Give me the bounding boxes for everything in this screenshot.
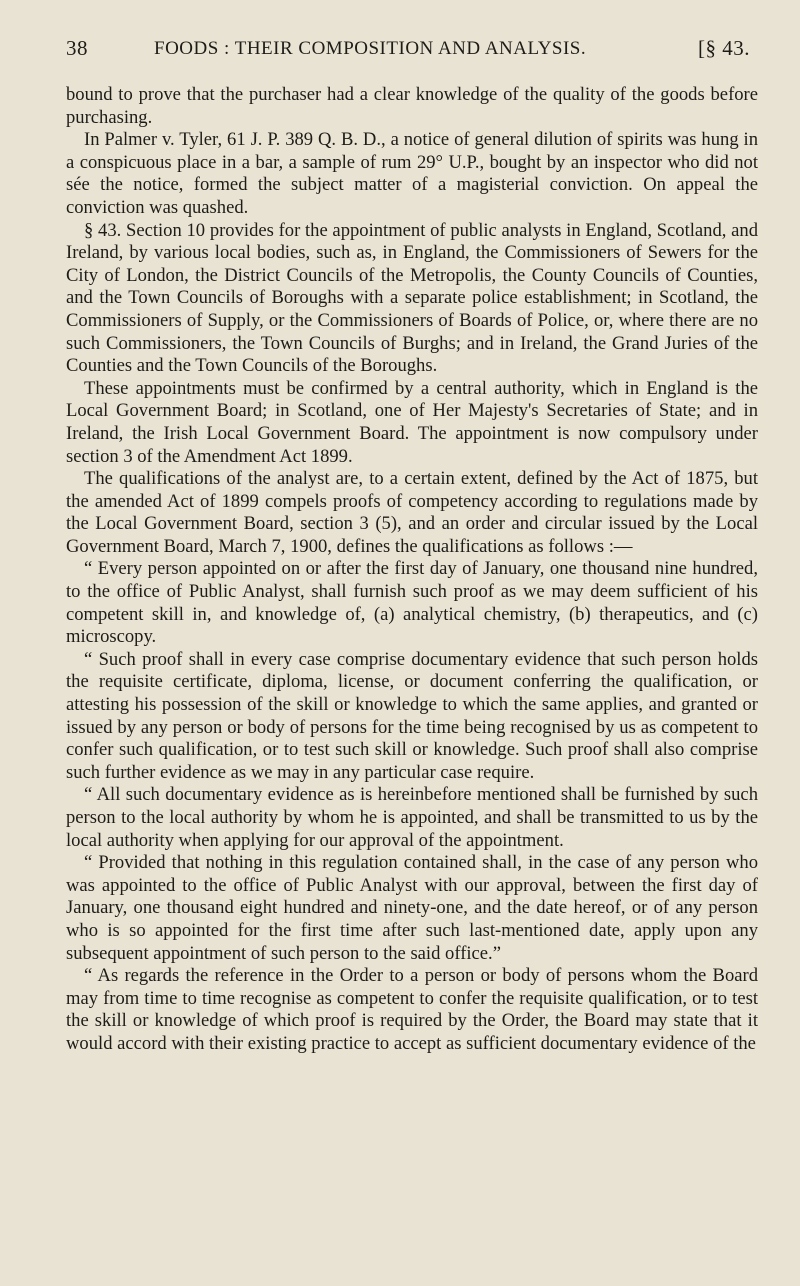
paragraph: “ All such documentary evidence as is hereinbefore mentioned shall be furnished by such person to the local authority by whom he is appointed, and shall be transmitted to us by the local authority when applying for our approval of the appointment.	[66, 784, 758, 851]
running-header	[66, 36, 750, 66]
paragraph: These appointments must be confirmed by a central authority, which in England is the Local Government Board; in Scotland, one of Her Majesty's Secretaries of State; and in Ireland, the Irish Local Government Board. The appointment is now compulsory under section 3 of the Amendment Act 1899.	[66, 377, 758, 467]
paragraph: § 43. Section 10 provides for the appointment of public analysts in England, Scotland, and Ireland, by various local bodies, such as, in England, the Commissioners of Sewers for the City of London, the District Councils of the Metropolis, the County Councils of Counties, and the Town Councils of Boroughs with a separate police establishment; in Scotland, the Commissioners of Supply, or the Commissioners of Boards of Police, or, where there are no such Commissioners, the Town Councils of Burghs; and in Ireland, the Grand Juries of the Counties and the Town Councils of the Boroughs.	[66, 219, 758, 377]
paragraph: “ Such proof shall in every case comprise documentary evidence that such person holds the requisite certificate, diploma, license, or document conferring the qualification, or attesting his possession of the skill or knowledge to which the same applies, and granted or issued by any person or body of persons for the time being recognised by us as competent to confer such qualification, or to test such skill or knowledge. Such proof shall also comprise such further evidence as we may in any particular case require.	[66, 648, 758, 783]
section-reference: [§ 43.	[698, 36, 750, 60]
running-title: FOODS : THEIR COMPOSITION AND ANALYSIS.	[154, 38, 587, 59]
paragraph: “ Provided that nothing in this regulation contained shall, in the case of any person who was appointed to the office of Public Analyst with our approval, between the first day of January, one thousand eight hundred and ninety-one, and the date hereof, or of any person who is so appointed for the first time after such last-mentioned date, apply upon any subsequent appointment of such person to the said office.”	[66, 852, 758, 964]
paragraph: In Palmer v. Tyler, 61 J. P. 389 Q. B. D., a notice of general dilution of spirits was hung in a conspicuous place in a bar, a sample of rum 29° U.P., bought by an inspector who did not sée the notice, formed the subject matter of a magisterial conviction. On appeal the conviction was quashed.	[66, 129, 758, 218]
paragraph: “ Every person appointed on or after the first day of January, one thousand nine hundred, to the office of Public Analyst, shall furnish such proof as we may deem sufficient of his competent skill in, and knowledge of, (a) analytical chemistry, (b) therapeutics, and (c) microscopy.	[66, 558, 758, 648]
paragraph: “ As regards the reference in the Order to a person or body of persons whom the Board may from time to time recognise as competent to confer the requisite qualification, or to test the skill or knowledge of which proof is required by the Order, the Board may state that it would accord with their existing practice to accept as sufficient documentary evidence of the	[66, 965, 758, 1054]
paragraph: bound to prove that the purchaser had a clear knowledge of the quality of the goods before purchasing.	[66, 84, 758, 128]
page-number: 38	[66, 36, 88, 60]
paragraph: The qualifications of the analyst are, to a certain extent, defined by the Act of 1875, but the amended Act of 1899 compels proofs of competency according to regulations made by the Local Government Board, section 3 (5), and an order and circular issued by the Local Government Board, March 7, 1900, defines the qualifications as follows :—	[66, 468, 758, 557]
body-text	[66, 84, 758, 1056]
